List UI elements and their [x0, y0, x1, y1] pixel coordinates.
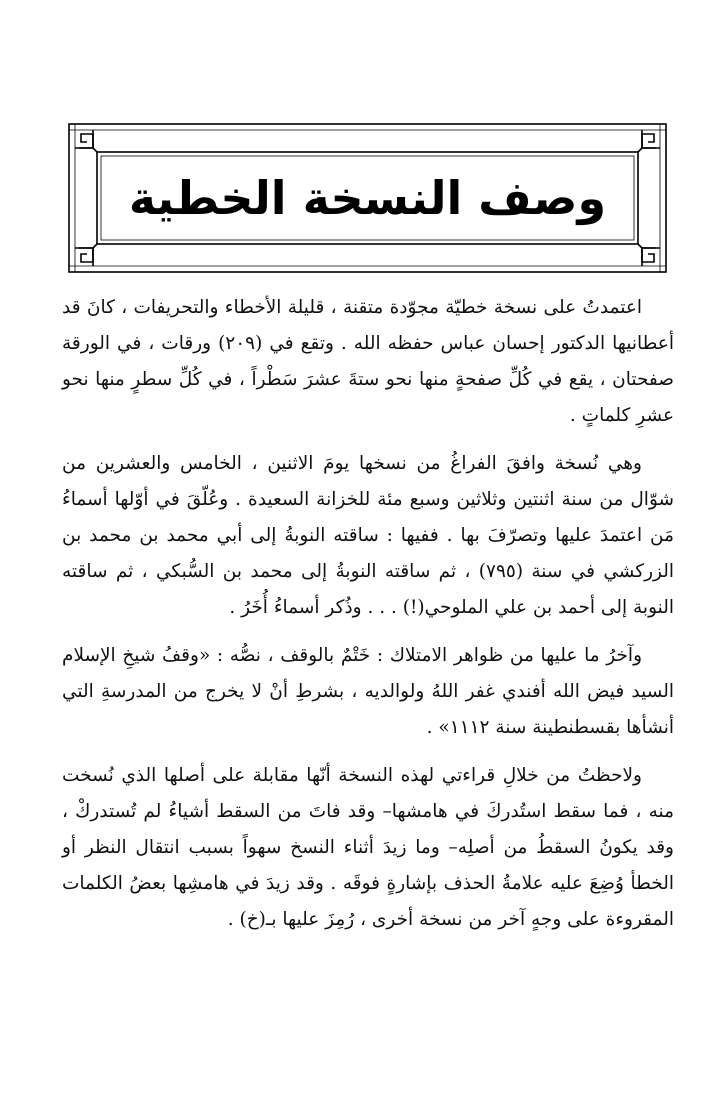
paragraph-1: اعتمدتُ على نسخة خطيّة مجوّدة متقنة ، قليلة الأخطاء والتحريفات ، كانَ قد أعطانيها الدكتور إحسان عباس حفظه الله . وتقع في (٢٠٩) ورقات ، في الورقة صفحتان ، يقع في كُلِّ صفحةٍ منها نحو ستةَ عشرَ سَطْراً ، في كُلِّ سطرٍ منها نحو عشرِ كلماتٍ .: [62, 297, 674, 426]
document-body: [62, 290, 674, 950]
paragraph-3: وآخرُ ما عليها من ظواهر الامتلاك : خَتْمٌ بالوقف ، نصُّه : «وقفُ شيخِ الإسلام السيد فيض الله أفندي غفر اللهُ ولوالديه ، بشرطِ أنْ لا يخرج من المدرسةِ التي أنشأها بقسطنطينة سنة ١١١٢» .: [62, 645, 674, 738]
paragraph-4: ولاحظتُ من خلالِ قراءتي لهذه النسخة أنّها مقابلة على أصلها الذي نُسخت منه ، فما سقط استُدركَ في هامشها– وقد فاتَ من السقط أشياءُ لم تُستدركْ ، وقد يكونُ السقطُ من أصلِه– وما زيدَ أثناء النسخ سهواً بسبب انتقال النظر أو الخطأ وُضِعَ عليه علامةُ الحذف بإشارةٍ فوقَه . وقد زيدَ في هامشِها بعضُ الكلمات المقروءة على وجهٍ آخر من نسخة أخرى ، رُمِزَ عليها بـ(خ) .: [62, 765, 674, 930]
paragraph-2: وهي نُسخة وافقَ الفراغُ من نسخها يومَ الاثنين ، الخامس والعشرين من شوّال من سنة اثنتين وثلاثين وسبع مئة للخزانة السعيدة . وعُلّقَ في أوّلها أسماءُ مَن اعتمدَ عليها وتصرّفَ بها . ففيها : ساقته النوبةُ إلى أبي محمد بن محمد بن الزركشي في سنة (٧٩٥) ، ثم ساقته النوبةُ إلى محمد بن السُّبكي ، ثم ساقته النوبة إلى أحمد بن علي الملوحي(!) . . . وذُكر أسماءُ أُخَرُ .: [62, 453, 674, 618]
title-frame: [67, 122, 668, 274]
page-title: وصف النسخة الخطية: [128, 171, 607, 225]
